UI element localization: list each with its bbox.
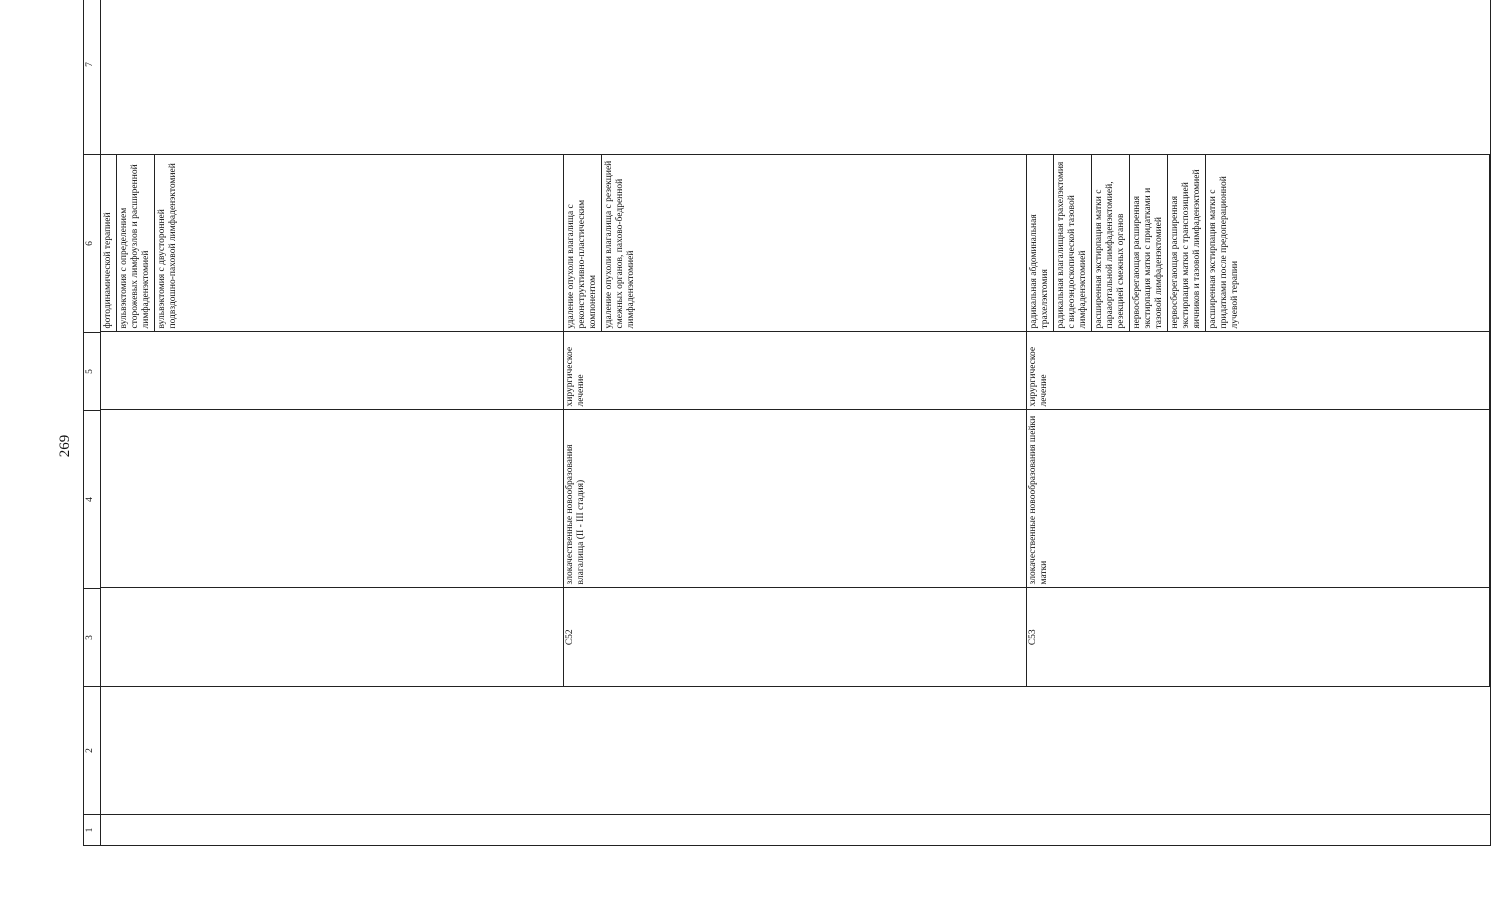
method-item: вульвэктомия с двусторонней подвздошно-паховой лимфаденэктомией: [157, 163, 178, 329]
col-header-1: 1: [84, 815, 101, 846]
method-item: нервосберегающая расширенная экстирпация матки с транспозицией яичников и тазовой лимфаденэктомией: [1168, 154, 1206, 332]
method-item: удаление опухоли влагалища с реконструктивно-пластическим компонентом: [564, 154, 602, 332]
groups-cell: [101, 155, 1491, 687]
group-row-c52: [564, 154, 1027, 686]
method-item: радикальная абдоминальная трахелэктомия: [1027, 154, 1054, 332]
method-item: расширенная экстирпация матки с парааортальной лимфаденэктомией, резекцией смежных органов: [1092, 154, 1130, 332]
methods-c53: [1027, 154, 1490, 332]
methods-c52: [564, 154, 1027, 332]
icd-code-c52: C52: [564, 588, 1027, 686]
group-row-c53: [1027, 154, 1490, 686]
method-item: фотодинамической терапией: [101, 154, 117, 332]
col1-cell: [101, 815, 1491, 846]
treatment-type-c52: хирургическое лечение: [564, 332, 1027, 410]
group-row-previous: [101, 154, 564, 686]
method-item: удаление опухоли влагалища с резекцией смежных органов, пахово-бедренной лимфаденэктомией: [604, 160, 636, 329]
col-header-7: 7: [84, 0, 101, 155]
col-header-3: 3: [84, 589, 101, 687]
method-item: расширенная экстирпация матки с придатками после предоперационной лучевой терапии: [1208, 176, 1240, 329]
prev-treatment-cell: [101, 332, 564, 410]
col2-cell: [101, 687, 1491, 815]
table-body-row: [101, 0, 1491, 846]
icd-code-c53: C53: [1027, 588, 1490, 686]
treatment-table: [83, 0, 1491, 846]
method-item: радикальная влагалищная трахелэктомия с видеоэндоскопической тазовой лимфаденэктомией: [1054, 154, 1092, 332]
col-header-6: 6: [84, 155, 101, 333]
page-number: 269: [57, 434, 73, 458]
col-header-4: 4: [84, 411, 101, 589]
col-header-2: 2: [84, 687, 101, 815]
method-item: нервосберегающая расширенная экстирпация матки с придатками и тазовой лимфаденэктомией: [1130, 154, 1168, 332]
col7-cell: [101, 0, 1491, 155]
prev-code-cell: [101, 588, 564, 686]
column-number-row: [84, 0, 101, 846]
col-header-5: 5: [84, 333, 101, 411]
prev-diagnosis-cell: [101, 410, 564, 588]
diagnosis-c52: злокачественные новообразования влагалища (II - III стадия): [564, 410, 1027, 588]
diagnosis-c53: злокачественные новообразования шейки матки: [1027, 410, 1490, 588]
groups-subtable: [101, 154, 1490, 686]
rotated-table: [83, 0, 1240, 846]
prev-methods-cell: [101, 154, 564, 332]
treatment-type-c53: хирургическое лечение: [1027, 332, 1490, 410]
method-item: вульвэктомия с определением сторожевых лимфоузлов и расширенной лимфаденэктомией: [117, 154, 155, 332]
